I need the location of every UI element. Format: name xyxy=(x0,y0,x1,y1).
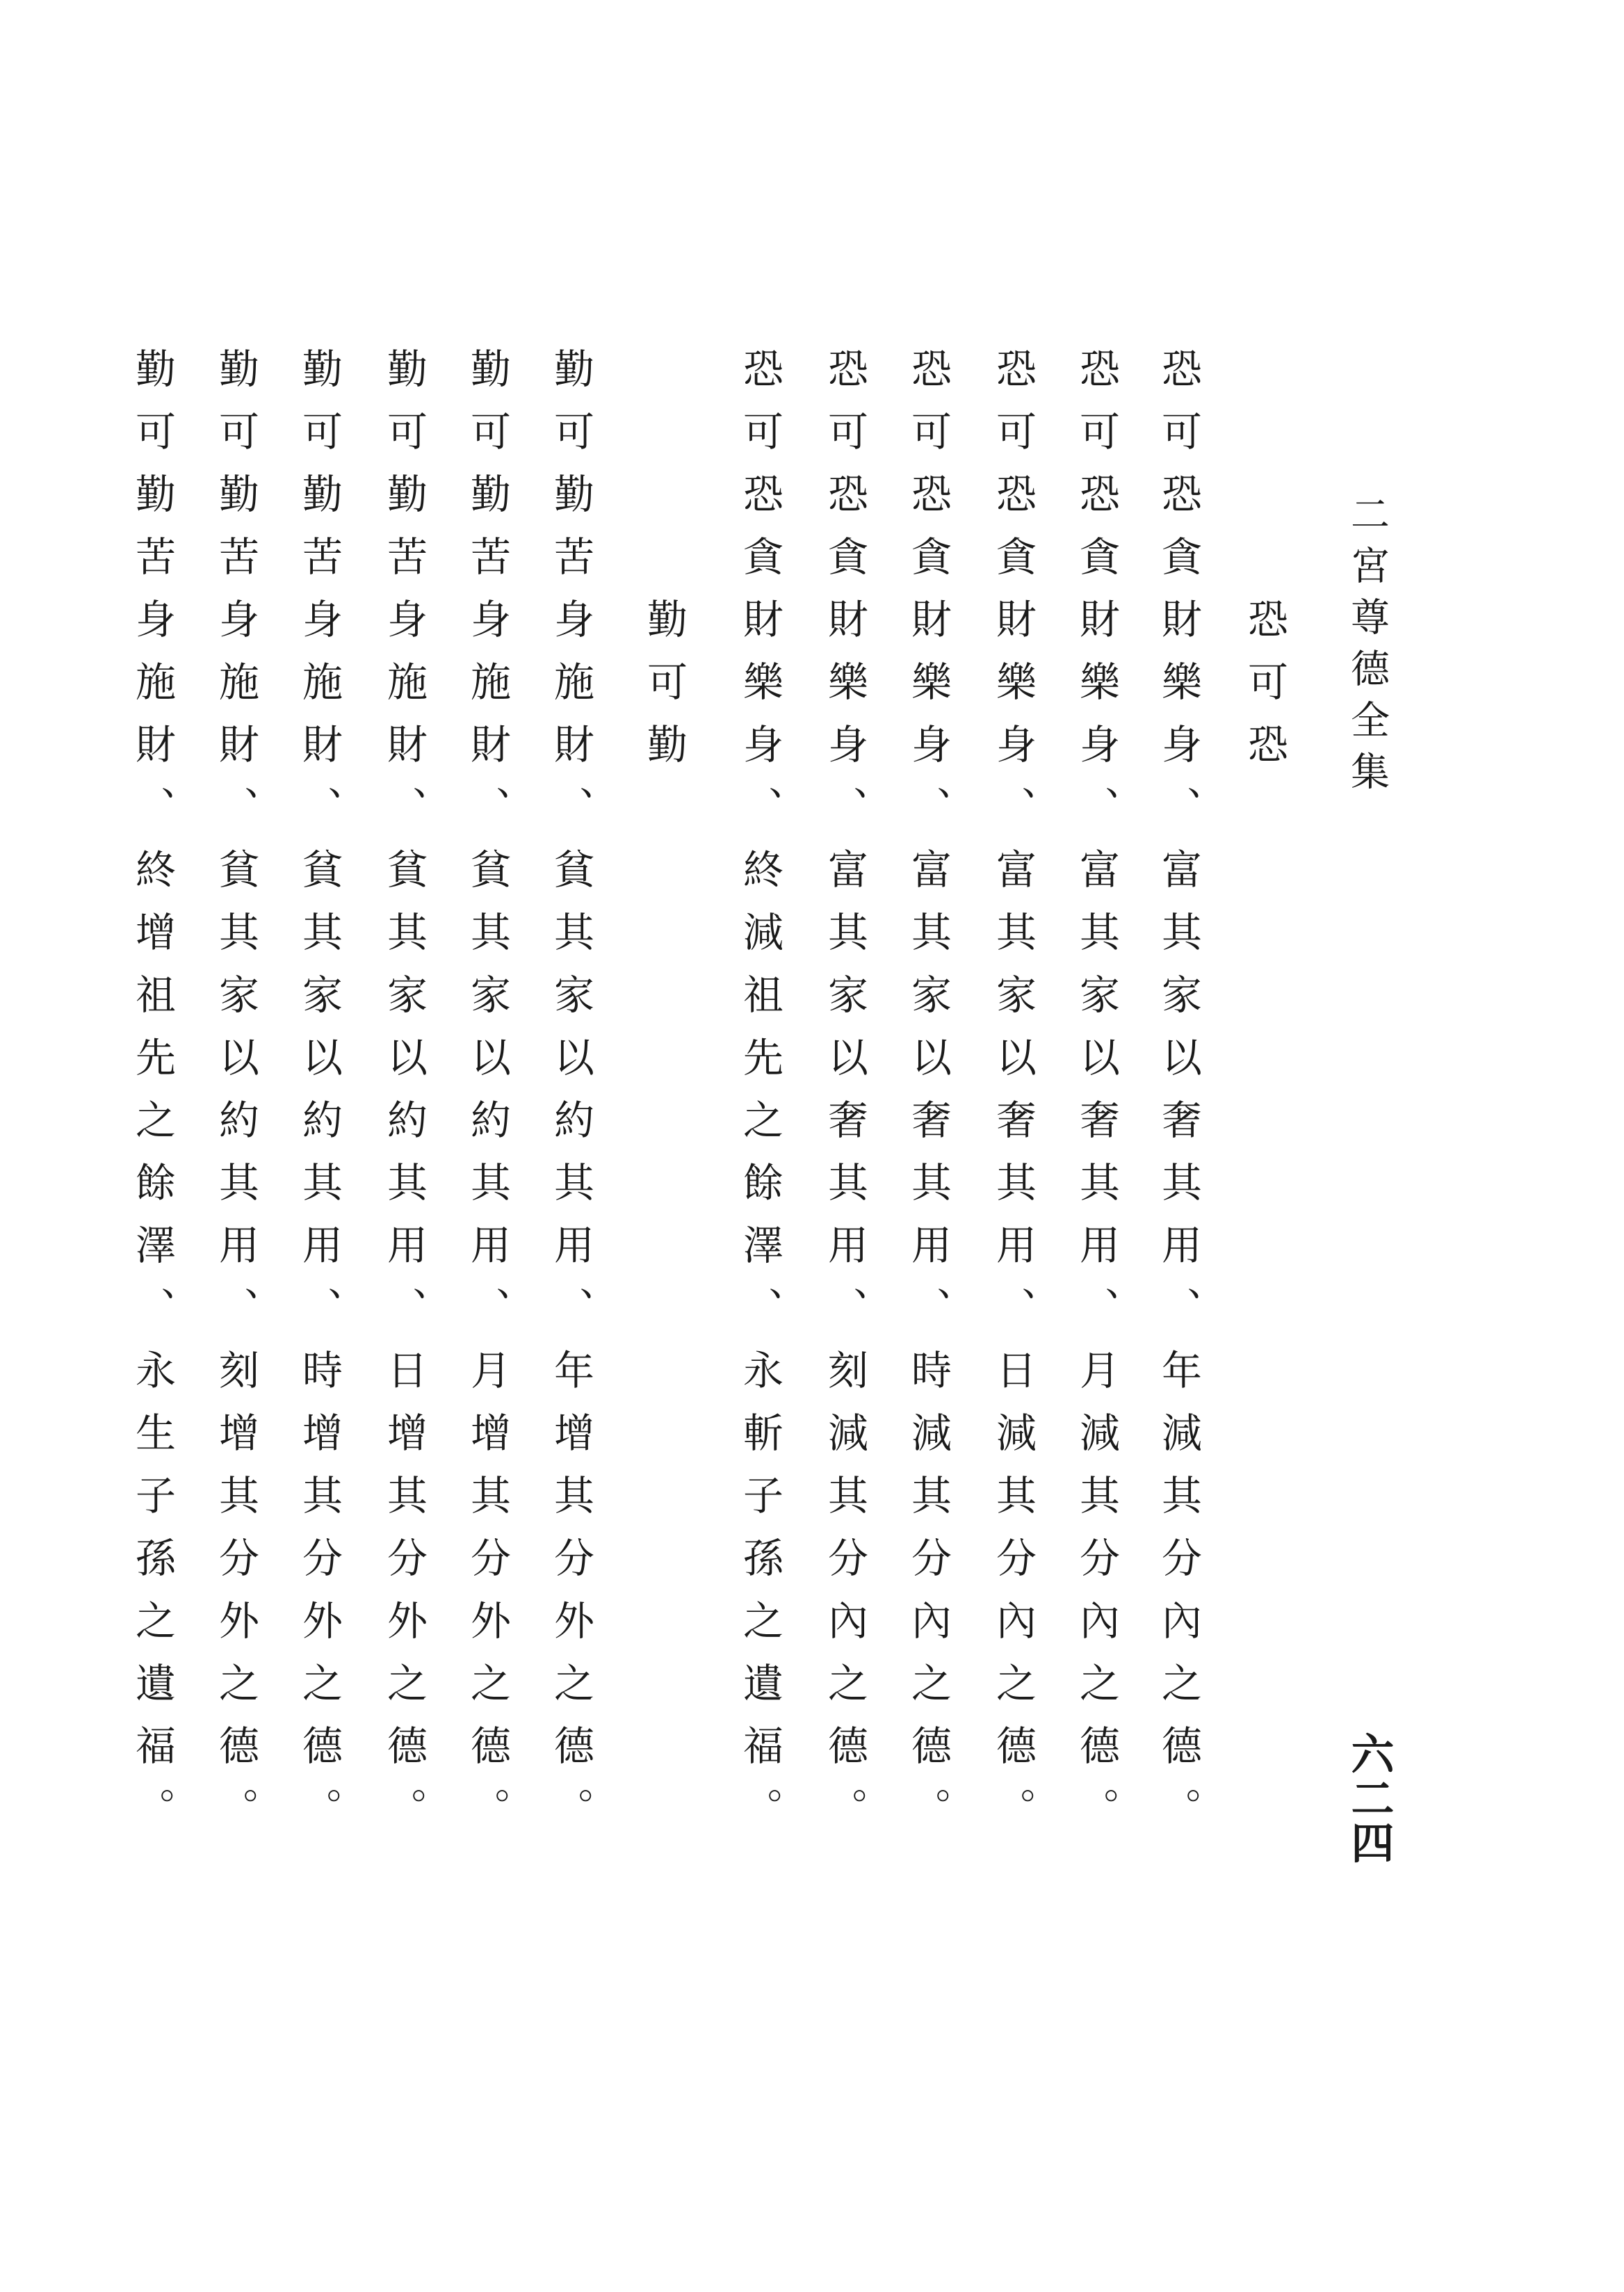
verse-line: 恐可恐貪財樂身、富其家以奢其用、日減其分內之德。 xyxy=(989,348,1037,1850)
page-number: 六二四 xyxy=(1344,1732,1395,1865)
running-header-title: 二宮尊德全集 xyxy=(1345,494,1390,802)
verse-line: 勤可勤苦身施財、終增祖先之餘澤、永生子孫之遺福。 xyxy=(129,348,176,1850)
verse-line: 勤可勤苦身施財、貧其家以約其用、日增其分外之德。 xyxy=(380,348,428,1850)
verse-line: 恐可恐貪財樂身、富其家以奢其用、月減其分內之德。 xyxy=(1073,348,1120,1850)
verse-line: 恐可恐貪財樂身、富其家以奢其用、時減其分內之德。 xyxy=(904,348,952,1850)
section-heading-fear: 恐可恐 xyxy=(1241,598,1288,786)
verse-line: 恐可恐貪財樂身、富其家以奢其用、刻減其分內之德。 xyxy=(821,348,868,1850)
verse-line: 勤可勤苦身施財、貧其家以約其用、年增其分外之德。 xyxy=(547,348,594,1850)
verse-line: 勤可勤苦身施財、貧其家以約其用、刻增其分外之德。 xyxy=(212,348,259,1850)
verse-line: 勤可勤苦身施財、貧其家以約其用、時增其分外之德。 xyxy=(295,348,343,1850)
section-heading-diligence: 勤可勤 xyxy=(640,598,688,786)
verse-line: 恐可恐貪財樂身、富其家以奢其用、年減其分內之德。 xyxy=(1155,348,1202,1850)
verse-line: 恐可恐貪財樂身、終減祖先之餘澤、永斬子孫之遺福。 xyxy=(736,348,783,1850)
verse-line: 勤可勤苦身施財、貧其家以約其用、月增其分外之德。 xyxy=(464,348,511,1850)
